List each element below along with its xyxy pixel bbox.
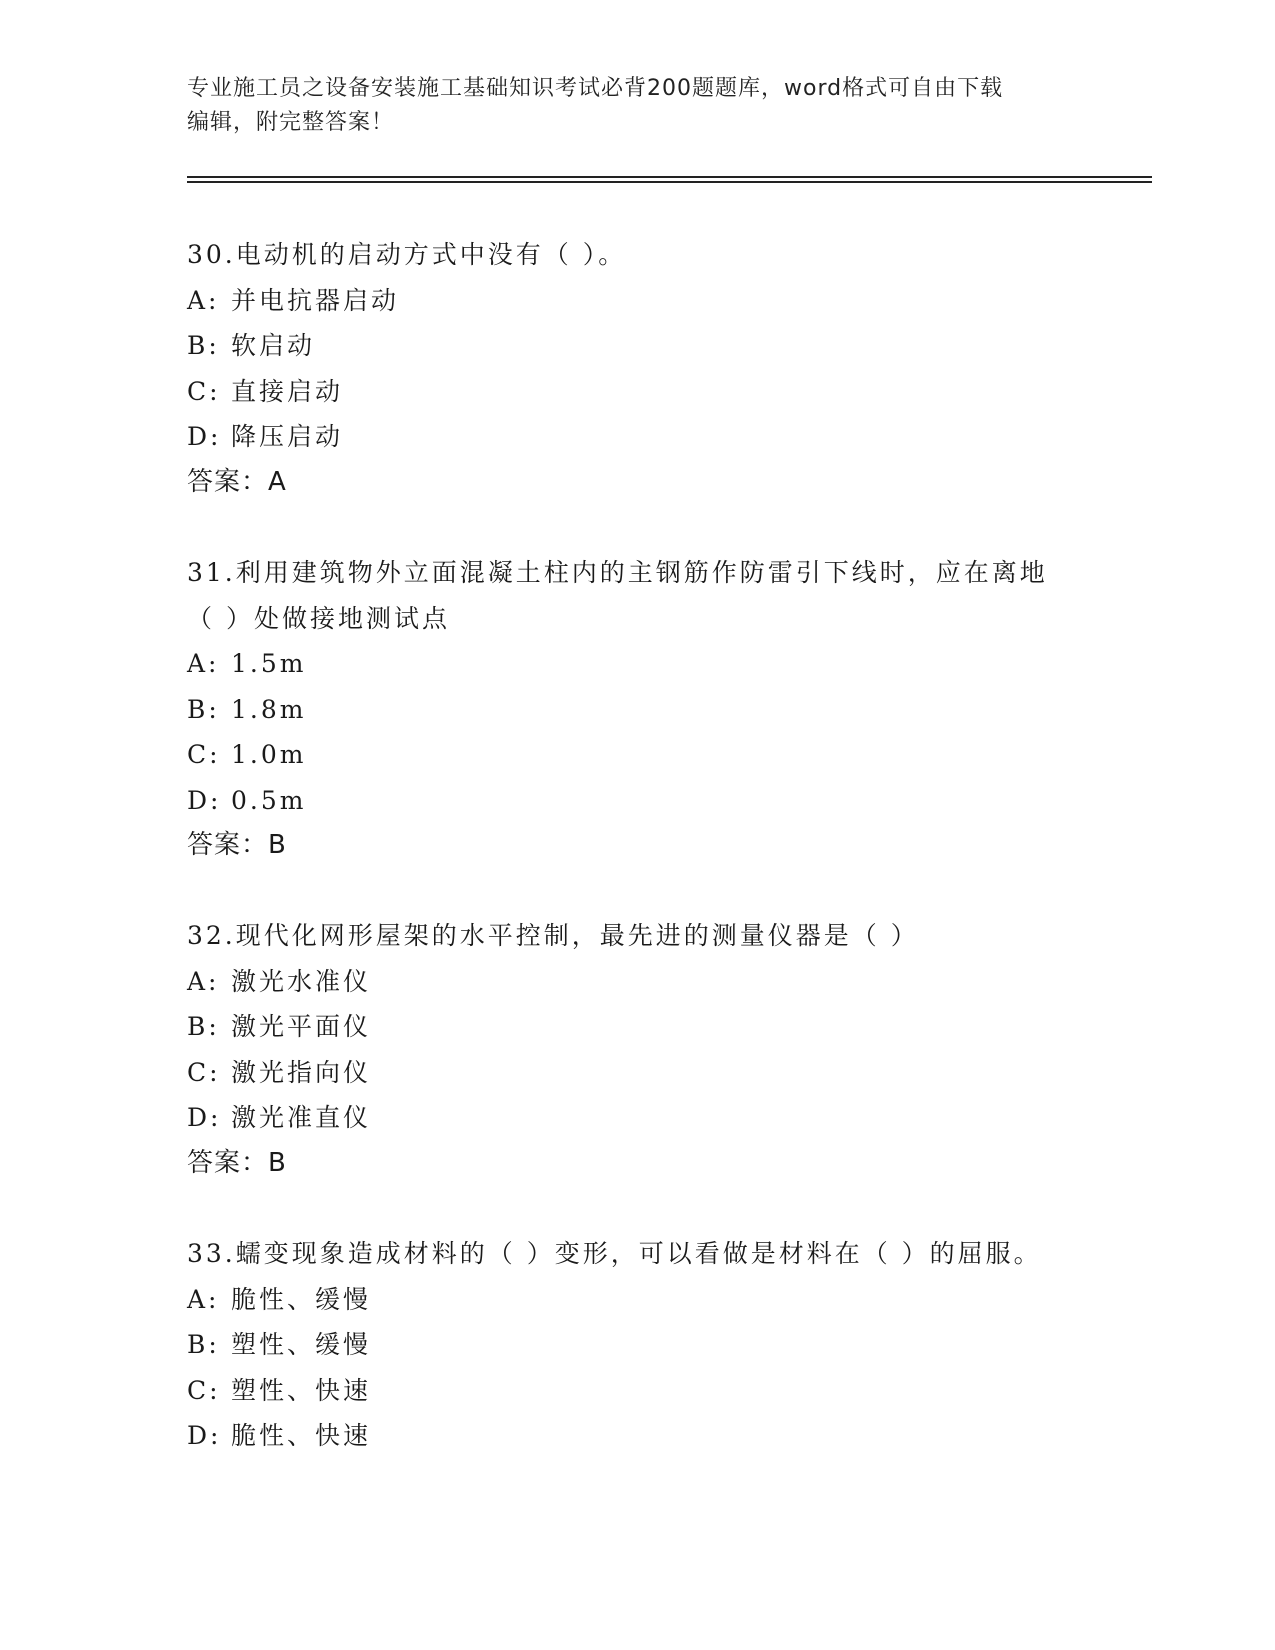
document-header bbox=[187, 72, 1087, 140]
option-text: 并电抗器启动 bbox=[231, 285, 400, 315]
option-letter: D: bbox=[187, 1103, 222, 1132]
option-text: 直接启动 bbox=[231, 376, 344, 406]
question-32 bbox=[187, 913, 1087, 1186]
question-31 bbox=[187, 550, 1087, 869]
header-divider-bottom bbox=[187, 181, 1152, 183]
question-stem: 32.现代化网形屋架的水平控制，最先进的测量仪器是（ ） bbox=[187, 921, 919, 950]
option-text: 0.5m bbox=[231, 785, 307, 815]
option-text: 降压启动 bbox=[231, 422, 344, 451]
question-30 bbox=[187, 232, 1087, 505]
option-b bbox=[187, 1004, 1087, 1050]
option-a bbox=[187, 278, 1087, 324]
option-c bbox=[187, 732, 1087, 778]
option-letter: C: bbox=[187, 1375, 221, 1405]
option-letter: A: bbox=[187, 285, 220, 315]
option-d bbox=[187, 414, 1087, 460]
option-c bbox=[187, 1368, 1087, 1414]
header-line-1: 专业施工员之设备安装施工基础知识考试必背200题题库，word格式可自由下载 bbox=[187, 76, 1004, 101]
option-text: 1.8m bbox=[231, 694, 307, 724]
question-stem: 30.电动机的启动方式中没有（ ）。 bbox=[187, 240, 627, 269]
option-d bbox=[187, 778, 1087, 824]
option-letter: B: bbox=[187, 331, 220, 360]
option-text: 激光准直仪 bbox=[231, 1103, 372, 1132]
header-line-2: 编辑，附完整答案！ bbox=[187, 110, 395, 135]
answer-line: 答案：B bbox=[187, 830, 287, 860]
option-text: 激光平面仪 bbox=[231, 1012, 372, 1041]
option-letter: A: bbox=[187, 1284, 220, 1314]
option-letter: A: bbox=[187, 649, 220, 678]
question-stem: 33.蠕变现象造成材料的（ ）变形，可以看做是材料在（ ）的屈服。 bbox=[187, 1239, 1042, 1268]
option-b bbox=[187, 1322, 1087, 1368]
option-text: 脆性、缓慢 bbox=[231, 1284, 372, 1314]
option-text: 激光指向仪 bbox=[231, 1057, 372, 1087]
option-c bbox=[187, 369, 1087, 415]
question-stem: 31.利用建筑物外立面混凝土柱内的主钢筋作防雷引下线时，应在离地 bbox=[187, 558, 1048, 587]
option-text: 塑性、快速 bbox=[231, 1375, 372, 1405]
option-text: 激光水准仪 bbox=[231, 966, 372, 996]
option-letter: B: bbox=[187, 694, 220, 724]
option-text: 1.0m bbox=[231, 740, 307, 769]
option-text: 软启动 bbox=[231, 331, 316, 360]
option-b bbox=[187, 687, 1087, 733]
option-letter: C: bbox=[187, 1057, 221, 1087]
option-text: 塑性、缓慢 bbox=[231, 1330, 372, 1359]
option-a bbox=[187, 959, 1087, 1005]
option-c bbox=[187, 1050, 1087, 1096]
answer-line: 答案：A bbox=[187, 466, 287, 497]
option-text: 1.5m bbox=[231, 649, 307, 678]
option-letter: A: bbox=[187, 966, 220, 996]
option-letter: D: bbox=[187, 422, 222, 451]
option-letter: B: bbox=[187, 1330, 220, 1359]
option-letter: B: bbox=[187, 1012, 220, 1041]
option-letter: D: bbox=[187, 1421, 222, 1450]
option-b bbox=[187, 323, 1087, 369]
option-a bbox=[187, 641, 1087, 687]
option-a bbox=[187, 1277, 1087, 1323]
question-stem-continued: （ ）处做接地测试点 bbox=[187, 603, 450, 633]
option-text: 脆性、快速 bbox=[231, 1421, 372, 1450]
answer-line: 答案：B bbox=[187, 1147, 287, 1178]
option-letter: D: bbox=[187, 785, 222, 815]
option-letter: C: bbox=[187, 376, 221, 406]
question-33 bbox=[187, 1231, 1087, 1459]
option-d bbox=[187, 1095, 1087, 1141]
option-letter: C: bbox=[187, 740, 221, 769]
header-divider-top bbox=[187, 176, 1152, 178]
option-d bbox=[187, 1413, 1087, 1459]
